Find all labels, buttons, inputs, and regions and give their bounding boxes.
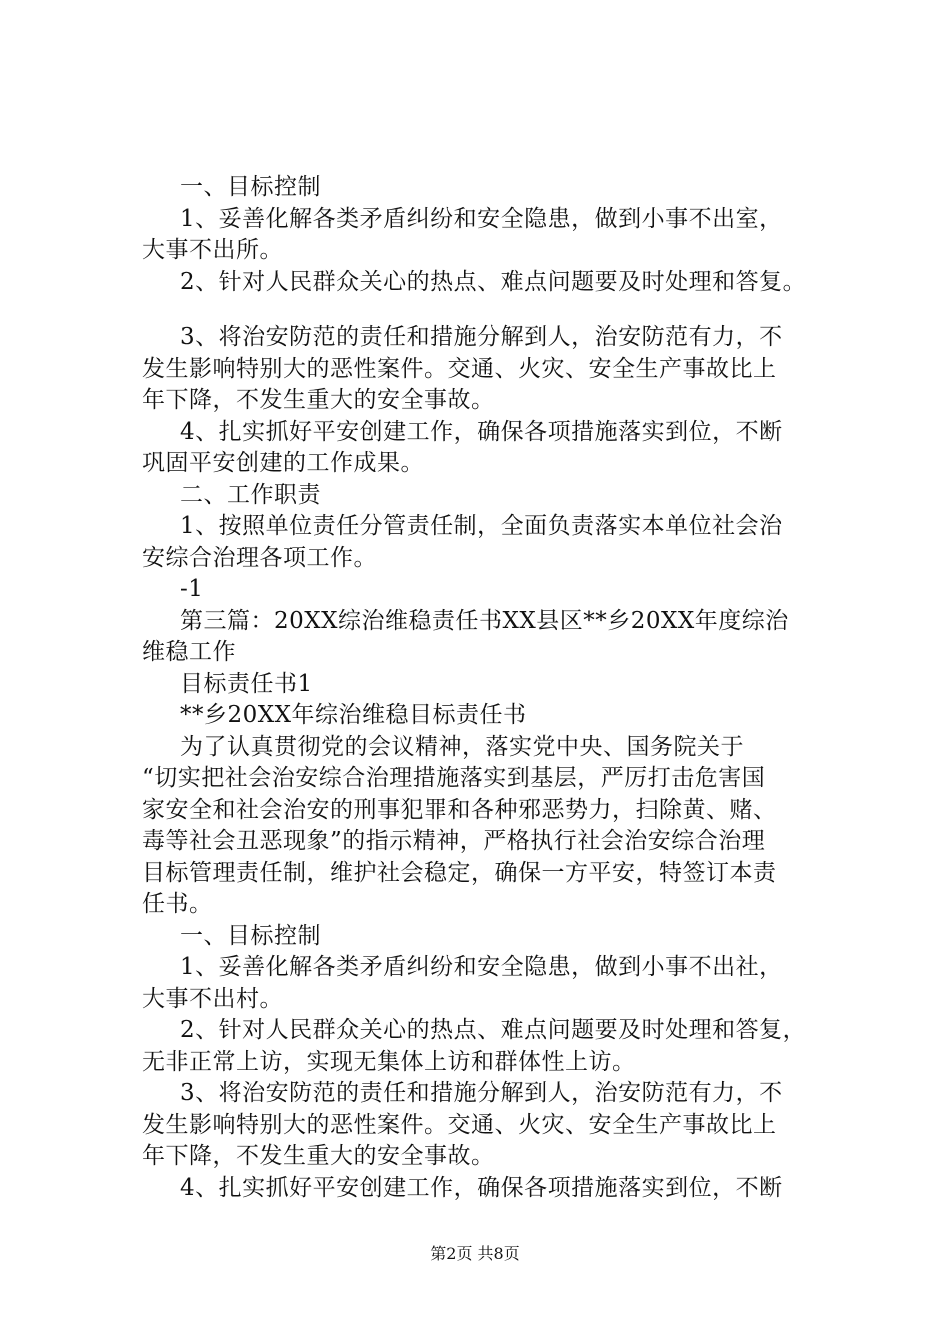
chapter-title: 维稳工作 (142, 639, 236, 665)
paragraph-line: 1、妥善化解各类矛盾纠纷和安全隐患，做到小事不出室， (180, 205, 783, 232)
paragraph-line: 为了认真贯彻党的会议精神，落实党中央、国务院关于 (180, 733, 744, 760)
section-heading: 二、工作职责 (180, 481, 321, 508)
paragraph-line: 大事不出所。 (142, 237, 283, 263)
section-heading: 一、目标控制 (180, 922, 321, 949)
document-title: **乡20XX年综治维稳目标责任书 (180, 702, 527, 728)
chapter-title: 第三篇：20XX综治维稳责任书XX县区**乡20XX年度综治 (180, 607, 789, 634)
paragraph-line: 3、将治安防范的责任和措施分解到人，治安防范有力，不 (180, 324, 783, 350)
paragraph-line: 毒等社会丑恶现象”的指示精神，严格执行社会治安综合治理 (142, 828, 766, 854)
paragraph-line: 巩固平安创建的工作成果。 (142, 450, 424, 476)
paragraph-line: 目标管理责任制，维护社会稳定，确保一方平安，特签订本责 (142, 859, 777, 886)
paragraph-line: “切实把社会治安综合治理措施落实到基层，严厉打击危害国 (142, 765, 766, 791)
paragraph-line: 4、扎实抓好平安创建工作，确保各项措施落实到位，不断 (180, 418, 783, 445)
paragraph-line: 家安全和社会治安的刑事犯罪和各种邪恶势力，扫除黄、赌、 (142, 796, 777, 823)
paragraph-line: 无非正常上访，实现无集体上访和群体性上访。 (142, 1048, 636, 1075)
document-body (142, 172, 842, 1204)
paragraph-line: 发生影响特别大的恶性案件。交通、火灾、安全生产事故比上 (142, 355, 777, 382)
paragraph-line: 年下降，不发生重大的安全事故。 (142, 1143, 495, 1169)
section-heading: 一、目标控制 (180, 174, 321, 200)
paragraph-line: 1、妥善化解各类矛盾纠纷和安全隐患，做到小事不出社， (180, 954, 783, 980)
chapter-title: 目标责任书1 (180, 670, 313, 697)
paragraph-line: 3、将治安防范的责任和措施分解到人，治安防范有力，不 (180, 1080, 783, 1106)
blank-gap (142, 298, 842, 322)
paragraph-line: 1、按照单位责任分管责任制，全面负责落实本单位社会治 (180, 513, 783, 539)
paragraph-line: 任书。 (142, 891, 213, 917)
paragraph-line: 发生影响特别大的恶性案件。交通、火灾、安全生产事故比上 (142, 1111, 777, 1138)
page-marker: -1 (180, 576, 204, 602)
paragraph-line: 大事不出村。 (142, 985, 283, 1012)
paragraph-line: 年下降，不发生重大的安全事故。 (142, 387, 495, 413)
paragraph-line: 2、针对人民群众关心的热点、难点问题要及时处理和答复， (180, 1017, 807, 1043)
page-footer: 第2页 共8页 (430, 1244, 520, 1263)
paragraph-line: 安综合治理各项工作。 (142, 544, 377, 571)
paragraph-line: 4、扎实抓好平安创建工作，确保各项措施落实到位，不断 (180, 1174, 783, 1201)
paragraph-line: 2、针对人民群众关心的热点、难点问题要及时处理和答复。 (180, 268, 807, 295)
